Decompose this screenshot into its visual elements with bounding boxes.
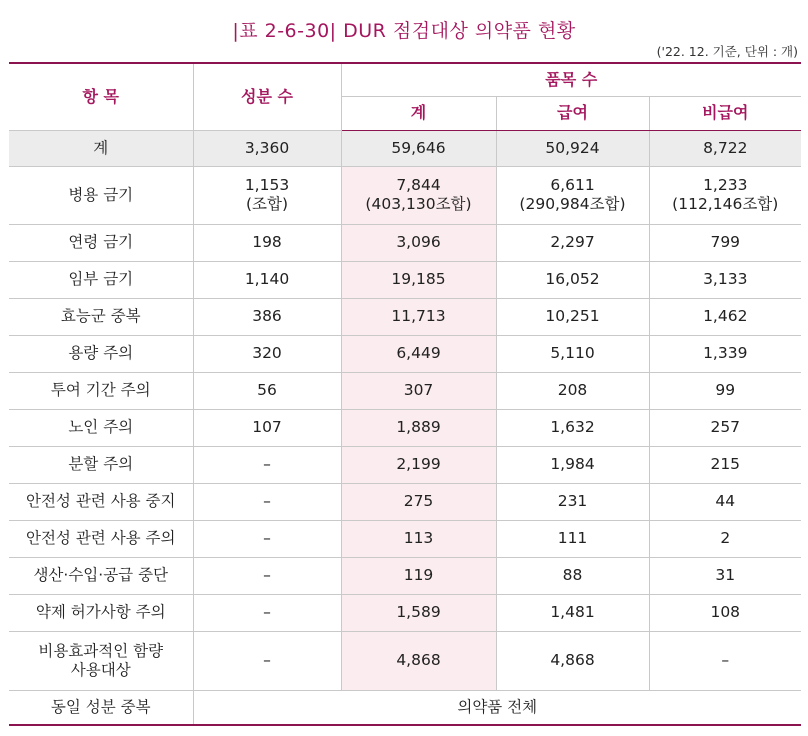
unit-note: ('22. 12. 기준, 단위 : 개) [656, 44, 798, 59]
cell-total: 1,589 [341, 594, 496, 631]
cell-non-covered: 1,339 [649, 335, 801, 372]
cell-covered: 4,868 [496, 631, 649, 690]
cell-covered: 5,110 [496, 335, 649, 372]
cell-covered: 1,984 [496, 446, 649, 483]
cell-total: 3,096 [341, 224, 496, 261]
cell-covered: 208 [496, 372, 649, 409]
cell-covered: 231 [496, 483, 649, 520]
cell-non-covered: 1,462 [649, 298, 801, 335]
cell-covered: 111 [496, 520, 649, 557]
cell-total: 11,713 [341, 298, 496, 335]
cell-sub: (290,984조합) [519, 195, 626, 213]
cell-value: 1,233 [703, 176, 748, 195]
table-title: |표 2-6-30| DUR 점검대상 의약품 현황 [232, 20, 576, 42]
row-label: 연령 금기 [9, 224, 193, 261]
cell-ingredients: – [193, 520, 341, 557]
table-row [9, 483, 801, 520]
cell-non-covered: 8,722 [649, 130, 801, 166]
cell-total: 2,199 [341, 446, 496, 483]
cell-ingredients [193, 166, 341, 224]
cell-total: 307 [341, 372, 496, 409]
cell-sub: (조합) [245, 195, 289, 213]
cell-ingredients: – [193, 446, 341, 483]
cell-total: 6,449 [341, 335, 496, 372]
cell-non-covered: 215 [649, 446, 801, 483]
row-label: 투여 기간 주의 [9, 372, 193, 409]
header-ingredient-count: 성분 수 [193, 63, 341, 130]
cell-ingredients: 386 [193, 298, 341, 335]
row-label: 안전성 관련 사용 중지 [9, 483, 193, 520]
row-label: 노인 주의 [9, 409, 193, 446]
row-label: 계 [9, 130, 193, 166]
cell-value: 7,844 [396, 176, 441, 195]
cell-ingredients: 1,140 [193, 261, 341, 298]
table-row [9, 130, 801, 166]
cell-covered: 10,251 [496, 298, 649, 335]
cell-non-covered [649, 166, 801, 224]
cell-covered: 16,052 [496, 261, 649, 298]
cell-non-covered: 799 [649, 224, 801, 261]
table-row [9, 372, 801, 409]
cell-total: 113 [341, 520, 496, 557]
cell-total: 59,646 [341, 130, 496, 166]
cell-ingredients: 56 [193, 372, 341, 409]
cell-non-covered: 2 [649, 520, 801, 557]
cell-ingredients: 320 [193, 335, 341, 372]
cell-covered: 2,297 [496, 224, 649, 261]
cell-non-covered: 99 [649, 372, 801, 409]
cell-ingredients: – [193, 631, 341, 690]
row-label: 효능군 중복 [9, 298, 193, 335]
row-label-line2: 사용대상 [70, 660, 131, 679]
cell-covered [496, 166, 649, 224]
row-label-line1: 비용효과적인 함량 [38, 641, 164, 660]
table-row [9, 261, 801, 298]
row-label: 분할 주의 [9, 446, 193, 483]
cell-total: 1,889 [341, 409, 496, 446]
row-label: 임부 금기 [9, 261, 193, 298]
cell-ingredients: 3,360 [193, 130, 341, 166]
cell-total: 275 [341, 483, 496, 520]
row-label: 약제 허가사항 주의 [9, 594, 193, 631]
table-row [9, 631, 801, 690]
row-label: 병용 금기 [9, 166, 193, 224]
cell-total [341, 166, 496, 224]
row-label: 동일 성분 중복 [9, 690, 193, 725]
table-row [9, 224, 801, 261]
cell-ingredients: – [193, 594, 341, 631]
table-row [9, 409, 801, 446]
header-non-covered: 비급여 [649, 96, 801, 130]
cell-sub: (403,130조합) [365, 195, 472, 213]
cell-covered: 50,924 [496, 130, 649, 166]
cell-covered: 88 [496, 557, 649, 594]
table-row [9, 446, 801, 483]
table-row [9, 690, 801, 725]
cell-ingredients: 198 [193, 224, 341, 261]
table-row [9, 594, 801, 631]
table-row [9, 335, 801, 372]
table-row [9, 520, 801, 557]
header-item: 항 목 [9, 63, 193, 130]
cell-non-covered: 257 [649, 409, 801, 446]
dur-table [9, 62, 801, 726]
row-label: 용량 주의 [9, 335, 193, 372]
cell-total: 19,185 [341, 261, 496, 298]
header-total: 계 [341, 96, 496, 130]
cell-total: 4,868 [341, 631, 496, 690]
cell-ingredients: – [193, 483, 341, 520]
cell-merged-value: 의약품 전체 [193, 690, 801, 725]
cell-value: 6,611 [550, 176, 595, 195]
cell-non-covered: – [649, 631, 801, 690]
cell-covered: 1,632 [496, 409, 649, 446]
cell-ingredients: – [193, 557, 341, 594]
table-row [9, 166, 801, 224]
cell-non-covered: 3,133 [649, 261, 801, 298]
cell-total: 119 [341, 557, 496, 594]
cell-non-covered: 108 [649, 594, 801, 631]
header-covered: 급여 [496, 96, 649, 130]
cell-value: 1,153 [244, 176, 290, 195]
table-row [9, 298, 801, 335]
header-product-count: 품목 수 [341, 63, 801, 96]
cell-non-covered: 31 [649, 557, 801, 594]
row-label: 안전성 관련 사용 주의 [9, 520, 193, 557]
cell-non-covered: 44 [649, 483, 801, 520]
row-label [9, 631, 193, 690]
table-row [9, 557, 801, 594]
cell-sub: (112,146조합) [672, 195, 779, 213]
cell-covered: 1,481 [496, 594, 649, 631]
cell-ingredients: 107 [193, 409, 341, 446]
row-label: 생산·수입·공급 중단 [9, 557, 193, 594]
